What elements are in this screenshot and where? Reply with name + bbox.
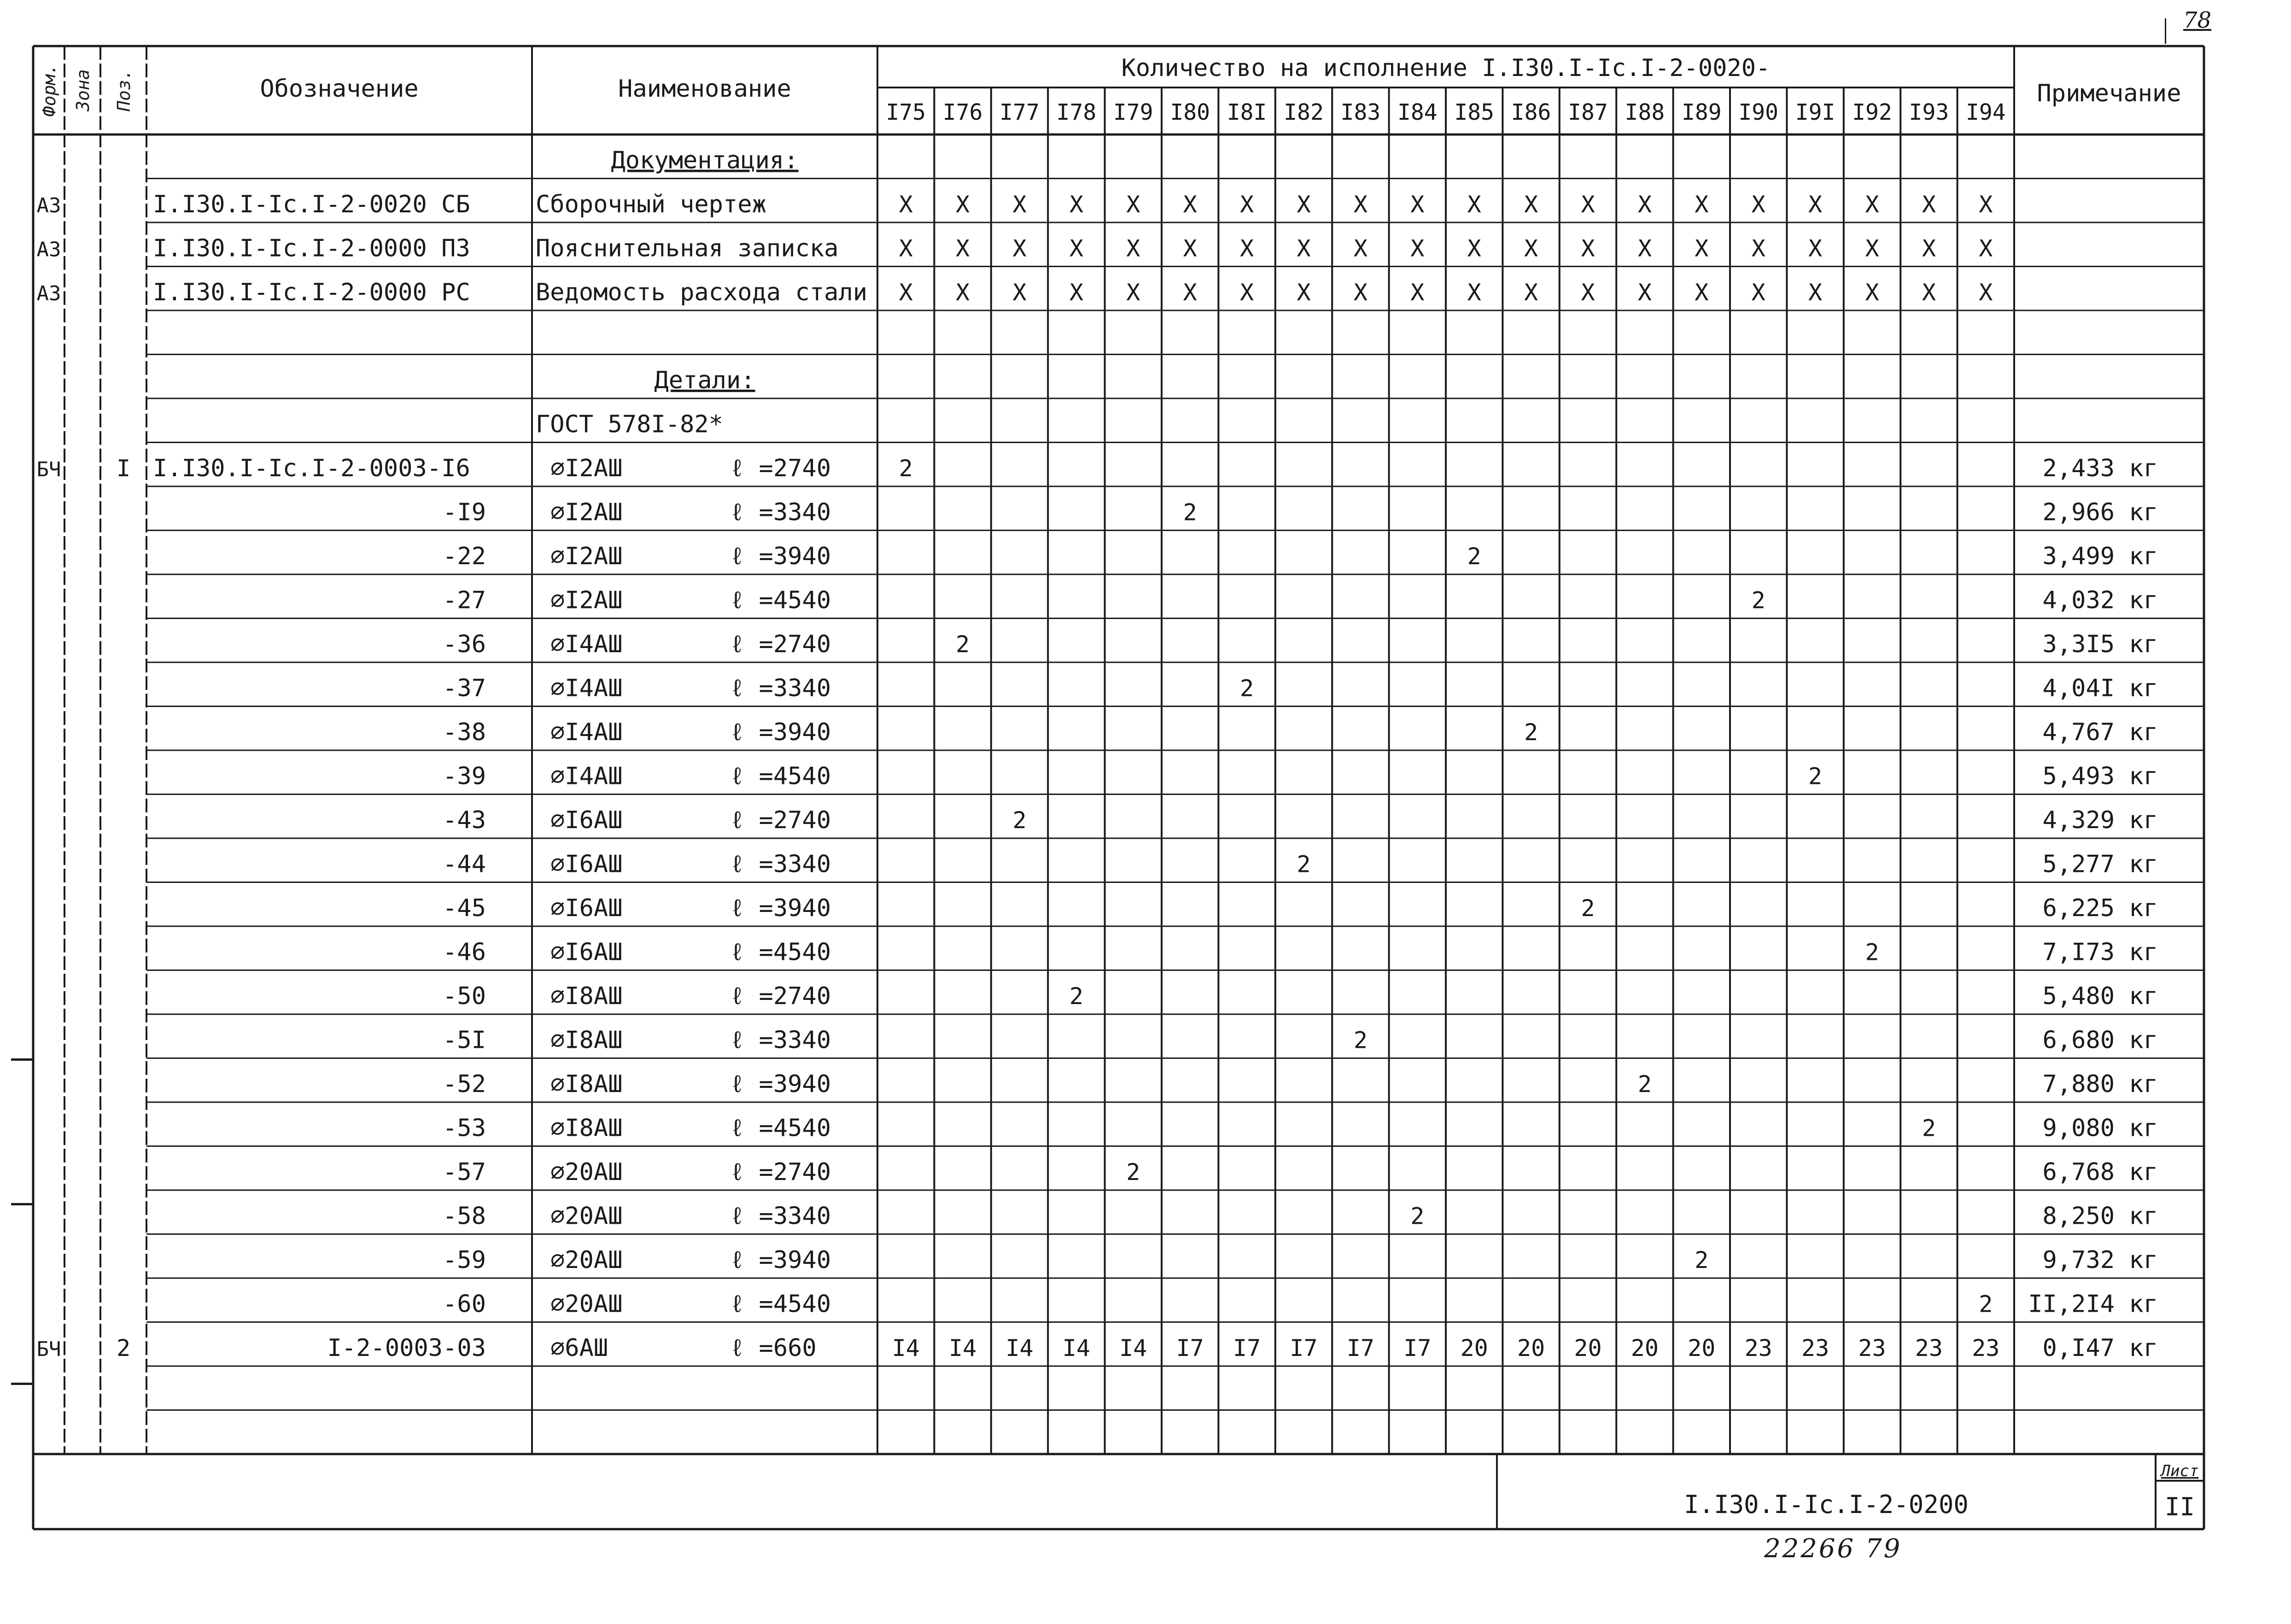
qty-cell: 2 [1069,983,1083,1010]
qty-cell: X [899,235,913,262]
qty-cell: 2 [1751,587,1765,614]
row-format: БЧ [36,1338,61,1361]
row-name: ⌀I8АШ [550,1114,623,1142]
header-format: Форм. [39,64,59,117]
qty-cell: X [899,191,913,218]
row-name: ⌀I4АШ [550,631,623,658]
header-variant-I84: I84 [1397,99,1438,125]
qty-cell: 2 [1637,1071,1652,1098]
row-designation: I-2-0003-03 [327,1334,486,1362]
row-designation: -45 [443,894,486,922]
row-length: ℓ =2740 [730,1158,831,1186]
row-designation: -27 [443,586,486,614]
row-format: А3 [36,238,61,262]
margin-tick [11,1203,33,1205]
qty-cell: X [1012,235,1027,262]
header-variant-I79: I79 [1113,99,1153,125]
row-length: ℓ =3940 [730,543,831,570]
qty-cell: 2 [1865,939,1879,966]
qty-cell: X [1297,191,1311,218]
row-designation: I.I30.I-Ic.I-2-0000 РС [153,279,470,306]
row-length: ℓ =3940 [730,1070,831,1098]
header-pos: Поз. [114,69,134,111]
header-variant-I80: I80 [1170,99,1210,125]
qty-cell: 2 [1012,807,1027,834]
header-variant-I82: I82 [1284,99,1324,125]
qty-cell: X [1126,235,1140,262]
margin-tick [11,1383,33,1385]
qty-cell: X [1410,235,1425,262]
qty-cell: X [1069,235,1083,262]
row-note: 7,I73 кг [2042,938,2158,966]
qty-cell: I7 [1290,1335,1318,1361]
row-length: ℓ =2740 [730,806,831,834]
row-length: ℓ =660 [730,1334,817,1362]
row-name: ⌀I2АШ [550,586,623,614]
row-note: 5,277 кг [2042,850,2158,878]
row-designation: -44 [443,850,486,878]
qty-cell: X [1410,191,1425,218]
row-note: II,2I4 кг [2028,1290,2158,1318]
row-designation: -43 [443,806,486,834]
qty-cell: 2 [1410,1203,1425,1230]
row-note: 4,032 кг [2042,586,2158,614]
qty-cell: 2 [1240,675,1254,702]
qty-cell: X [1751,191,1765,218]
row-designation: -46 [443,938,486,966]
corner-tick [2165,18,2166,44]
row-length: ℓ =3340 [730,1202,831,1230]
qty-cell: X [1751,279,1765,306]
row-designation: -36 [443,631,486,658]
header-variant-I88: I88 [1625,99,1665,125]
qty-cell: 2 [1467,543,1481,570]
header-variant-I85: I85 [1454,99,1495,125]
row-length: ℓ =3340 [730,498,831,526]
header-variant-I9I: I9I [1795,99,1835,125]
section-heading: Детали: [654,367,755,394]
header-variant-I75: I75 [886,99,926,125]
qty-cell: 23 [1744,1335,1772,1361]
row-designation: I.I30.I-Ic.I-2-0020 СБ [153,191,470,218]
qty-cell: X [1297,279,1311,306]
qty-cell: X [1297,235,1311,262]
qty-cell: X [1183,235,1197,262]
header-qty-title: Количество на исполнение I.I30.I-Ic.I-2-0020- [1121,54,1771,82]
title-block-doc-code: I.I30.I-Ic.I-2-0200 [1684,1490,1969,1519]
qty-cell: X [1126,191,1140,218]
qty-cell: 2 [1297,851,1311,878]
qty-cell: X [1353,191,1368,218]
qty-cell: X [956,235,970,262]
header-variant-I78: I78 [1056,99,1097,125]
qty-cell: X [1012,191,1027,218]
qty-cell: X [1069,191,1083,218]
row-length: ℓ =3940 [730,894,831,922]
row-name: ⌀I8АШ [550,1026,623,1054]
qty-cell: I7 [1346,1335,1375,1361]
qty-cell: X [1353,279,1368,306]
row-note: 4,329 кг [2042,806,2158,834]
row-name: ⌀I4АШ [550,719,623,746]
qty-cell: X [1410,279,1425,306]
row-designation: -52 [443,1070,486,1098]
row-name: ⌀I8АШ [550,982,623,1010]
qty-cell: X [1467,235,1481,262]
qty-cell: 2 [1353,1027,1368,1054]
qty-cell: 2 [1808,763,1823,790]
row-name: Сборочный чертеж [536,191,766,218]
header-variant-I93: I93 [1909,99,1949,125]
qty-cell: X [1637,191,1652,218]
row-name: ⌀I8АШ [550,1070,623,1098]
qty-cell: 2 [1581,895,1595,922]
row-position: I [116,455,131,482]
qty-cell: X [1979,279,1993,306]
title-block-sheet-label: Лист [2161,1462,2199,1480]
row-name: ⌀I4АШ [550,674,623,702]
qty-cell: X [1524,191,1538,218]
qty-cell: X [1240,191,1254,218]
row-name: Пояснительная записка [536,234,839,263]
row-length: ℓ =4540 [730,1290,831,1318]
row-length: ℓ =4540 [730,938,831,966]
row-name: ГОСТ 578I-82* [536,410,723,438]
qty-cell: X [1012,279,1027,306]
qty-cell: X [1922,279,1936,306]
qty-cell: 23 [1915,1335,1943,1361]
qty-cell: I7 [1403,1335,1432,1361]
row-name: ⌀6АШ [550,1334,608,1362]
qty-cell: X [1865,191,1879,218]
row-format: БЧ [36,458,61,481]
row-designation: -50 [443,982,486,1010]
row-designation: -58 [443,1202,486,1230]
header-variant-I86: I86 [1511,99,1551,125]
qty-cell: 2 [1524,719,1538,746]
row-name: ⌀20АШ [550,1158,623,1186]
row-length: ℓ =3940 [730,1246,831,1274]
row-note: 0,I47 кг [2042,1334,2158,1362]
qty-cell: X [899,279,913,306]
qty-cell: I4 [892,1335,920,1361]
row-designation: -22 [443,543,486,570]
row-designation: -60 [443,1290,486,1318]
qty-cell: X [1637,279,1652,306]
row-name: ⌀20АШ [550,1202,623,1230]
qty-cell: I4 [1062,1335,1091,1361]
qty-cell: X [1865,279,1879,306]
qty-cell: X [1524,279,1538,306]
row-length: ℓ =3340 [730,674,831,702]
header-variant-I92: I92 [1852,99,1892,125]
header-variant-I94: I94 [1965,99,2006,125]
qty-cell: I4 [1005,1335,1034,1361]
row-name: ⌀I2АШ [550,543,623,570]
row-designation: -38 [443,719,486,746]
qty-cell: X [1979,191,1993,218]
qty-cell: 2 [1922,1115,1936,1142]
row-name: ⌀I6АШ [550,806,623,834]
qty-cell: 2 [1183,499,1197,526]
qty-cell: 20 [1574,1335,1602,1361]
header-designation: Обозначение [260,75,419,103]
page-number: 78 [2183,7,2212,33]
qty-cell: X [1695,191,1709,218]
row-note: 6,768 кг [2042,1158,2158,1186]
row-note: 4,04I кг [2042,674,2158,702]
row-name: ⌀I6АШ [550,894,623,922]
row-designation: -53 [443,1114,486,1142]
qty-cell: X [1467,191,1481,218]
row-note: 8,250 кг [2042,1202,2158,1230]
qty-cell: X [1183,191,1197,218]
qty-cell: X [956,191,970,218]
qty-cell: X [1808,235,1823,262]
qty-cell: I7 [1176,1335,1204,1361]
row-name: ⌀I2АШ [550,455,623,482]
header-name: Наименование [618,75,791,103]
row-designation: -37 [443,674,486,702]
row-note: 6,225 кг [2042,894,2158,922]
qty-cell: X [1808,191,1823,218]
qty-cell: 23 [1972,1335,2000,1361]
qty-cell: X [1979,235,1993,262]
header-variant-I87: I87 [1568,99,1608,125]
row-format: А3 [36,194,61,217]
qty-cell: X [1922,191,1936,218]
qty-cell: I4 [1119,1335,1147,1361]
qty-cell: X [1467,279,1481,306]
qty-cell: X [956,279,970,306]
row-name: ⌀I6АШ [550,850,623,878]
row-length: ℓ =2740 [730,982,831,1010]
row-designation: -5I [443,1026,486,1054]
row-name: ⌀20АШ [550,1246,623,1274]
row-designation: -I9 [443,498,486,526]
qty-cell: X [1808,279,1823,306]
qty-cell: X [1751,235,1765,262]
row-name: ⌀I6АШ [550,938,623,966]
qty-cell: X [1524,235,1538,262]
qty-cell: 2 [1695,1247,1709,1273]
row-name: ⌀I2АШ [550,498,623,526]
row-note: 2,433 кг [2042,455,2158,482]
row-designation: I.I30.I-Ic.I-2-0003-I6 [153,455,470,482]
row-note: 3,499 кг [2042,543,2158,570]
header-variant-I77: I77 [999,99,1040,125]
row-length: ℓ =3340 [730,1026,831,1054]
header-variant-I89: I89 [1681,99,1722,125]
header-variant-I83: I83 [1340,99,1381,125]
qty-cell: X [1695,279,1709,306]
qty-cell: 23 [1801,1335,1829,1361]
qty-cell: X [1240,235,1254,262]
row-note: 9,732 кг [2042,1246,2158,1274]
row-position: 2 [116,1335,131,1361]
row-note: 3,3I5 кг [2042,631,2158,658]
qty-cell: X [1581,279,1595,306]
row-note: 9,080 кг [2042,1114,2158,1142]
qty-cell: X [1695,235,1709,262]
row-name: Ведомость расхода стали [536,279,868,306]
row-format: А3 [36,282,61,305]
qty-cell: X [1637,235,1652,262]
qty-cell: X [1353,235,1368,262]
row-designation: I.I30.I-Ic.I-2-0000 ПЗ [153,234,470,263]
qty-cell: I4 [948,1335,977,1361]
row-note: 5,480 кг [2042,982,2158,1010]
qty-cell: X [1126,279,1140,306]
row-note: 7,880 кг [2042,1070,2158,1098]
row-length: ℓ =4540 [730,762,831,790]
qty-cell: 20 [1688,1335,1716,1361]
qty-cell: X [1069,279,1083,306]
row-length: ℓ =4540 [730,1114,831,1142]
margin-tick [11,1058,33,1061]
qty-cell: 2 [899,455,913,482]
title-block-sheet-number: II [2164,1492,2195,1521]
qty-cell: X [1581,191,1595,218]
qty-cell: 2 [1126,1159,1140,1186]
qty-cell: 23 [1858,1335,1886,1361]
header-variant-I76: I76 [942,99,983,125]
row-length: ℓ =2740 [730,455,831,482]
qty-cell: X [1922,235,1936,262]
header-variant-I8I: I8I [1227,99,1267,125]
qty-cell: X [1240,279,1254,306]
header-variant-I90: I90 [1738,99,1779,125]
qty-cell: 20 [1631,1335,1659,1361]
header-note: Примечание [2037,80,2181,107]
row-designation: -39 [443,762,486,790]
row-length: ℓ =3940 [730,719,831,746]
archive-stamp-number: 22266 79 [1764,1534,1902,1564]
qty-cell: I7 [1233,1335,1261,1361]
section-heading: Документация: [611,146,799,175]
row-length: ℓ =4540 [730,586,831,614]
row-length: ℓ =3340 [730,850,831,878]
row-note: 4,767 кг [2042,719,2158,746]
qty-cell: 2 [1979,1291,1993,1318]
row-designation: -57 [443,1158,486,1186]
row-name: ⌀20АШ [550,1290,623,1318]
row-designation: -59 [443,1246,486,1274]
qty-cell: X [1581,235,1595,262]
row-note: 2,966 кг [2042,498,2158,526]
qty-cell: X [1865,235,1879,262]
row-length: ℓ =2740 [730,631,831,658]
qty-cell: 20 [1460,1335,1488,1361]
qty-cell: 20 [1517,1335,1545,1361]
row-name: ⌀I4АШ [550,762,623,790]
header-zone: Зона [73,69,93,111]
qty-cell: X [1183,279,1197,306]
qty-cell: 2 [956,631,970,658]
row-note: 6,680 кг [2042,1026,2158,1054]
row-note: 5,493 кг [2042,762,2158,790]
